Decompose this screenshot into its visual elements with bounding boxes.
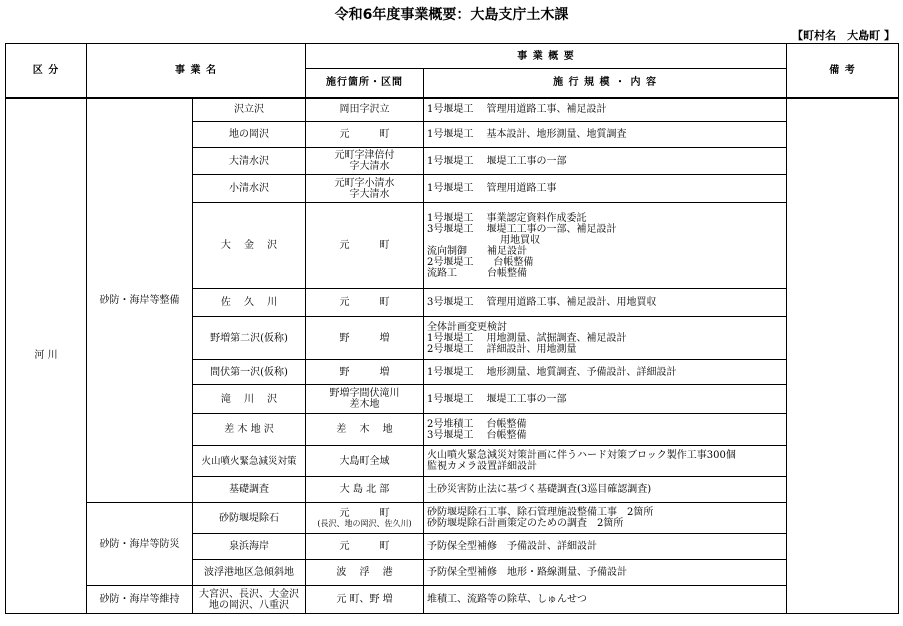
naiyo-cell: 1号堰堤工 事業認定資料作成委託 3号堰堤工 堰堤工工事の一部、補足設計 用地買収 流向制御 補足設計 2号堰堤工 台帳整備 流路工 台帳整備 [424, 203, 787, 289]
jigyo-name: 野増第二沢(仮称) [193, 317, 306, 360]
jigyo-name: 地の岡沢 [193, 122, 306, 148]
town-label: 【町村名 大島町 】 [792, 29, 895, 42]
naiyo-cell: 2号堆積工 台帳整備 3号堰堤工 台帳整備 [424, 414, 787, 446]
naiyo-cell: 予防保全型補修 予備設計、詳細設計 [424, 534, 787, 560]
naiyo-cell: 1号堰堤工 堰堤工工事の一部 [424, 385, 787, 414]
jigyo-name: 差 木 地 沢 [193, 414, 306, 446]
jigyo-name: 沢立沢 [193, 98, 306, 122]
naiyo-cell: 土砂災害防止法に基づく基礎調査(3巡目確認調査) [424, 477, 787, 503]
jigyo-name: 大宮沢、長沢、大金沢 地の岡沢、八重沢 [193, 586, 306, 614]
jigyo-name: 波浮港地区急傾斜地 [193, 560, 306, 586]
jigyo-name: 大清水沢 [193, 148, 306, 175]
basho-cell: 元町字小清水 字大清水 [306, 175, 424, 203]
page-title: 令和6年度事業概要：大島支庁土木課 [334, 7, 569, 23]
project-table [5, 43, 899, 614]
biko-cell [787, 98, 899, 614]
header-jigyo-mei: 事 業 名 [87, 44, 306, 98]
jigyo-name: 小清水沢 [193, 175, 306, 203]
basho-cell: 野増字間伏滝川 差木地 [306, 385, 424, 414]
group-name: 砂防・海岸等防災 [87, 503, 193, 586]
jigyo-name: 大 金 沢 [193, 203, 306, 289]
basho-cell: 元町字津倍付 字大清水 [306, 148, 424, 175]
basho-cell: 差 木 地 [306, 414, 424, 446]
basho-cell: 野 増 [306, 317, 424, 360]
naiyo-cell: 3号堰堤工 管理用道路工事、補足設計、用地買収 [424, 289, 787, 317]
naiyo-cell: 1号堰堤工 管理用道路工事 [424, 175, 787, 203]
naiyo-cell: 1号堰堤工 管理用道路工事、補足設計 [424, 98, 787, 122]
header-biko: 備 考 [787, 44, 899, 98]
basho-cell: 野 増 [306, 360, 424, 385]
basho-cell: 元 町 [306, 122, 424, 148]
basho-cell: 岡田字沢立 [306, 98, 424, 122]
kubun-cell: 河 川 [6, 98, 87, 614]
naiyo-cell: 1号堰堤工 基本設計、地形測量、地質調査 [424, 122, 787, 148]
jigyo-name: 基礎調査 [193, 477, 306, 503]
basho-cell: 元 町 [306, 289, 424, 317]
jigyo-name: 砂防堰堤除石 [193, 503, 306, 534]
jigyo-name: 火山噴火緊急減災対策 [193, 446, 306, 477]
naiyo-cell: 1号堰堤工 堰堤工工事の一部 [424, 148, 787, 175]
jigyo-name: 滝 川 沢 [193, 385, 306, 414]
header-kibo: 施 行 規 模 ・ 内 容 [424, 69, 787, 98]
naiyo-cell: 1号堰堤工 地形測量、地質調査、予備設計、詳細設計 [424, 360, 787, 385]
naiyo-cell: 砂防堰堤除石工事、除石管理施設整備工事 2箇所 砂防堰堤除石計画策定のための調査 2箇所 [424, 503, 787, 534]
basho-cell: 元 町 [306, 203, 424, 289]
basho-cell: 元 町、野 増 [306, 586, 424, 614]
naiyo-cell: 全体計画変更検討 1号堰堤工 用地測量、試掘調査、補足設計 2号堰堤工 詳細設計、用地測量 [424, 317, 787, 360]
basho-cell: 波 浮 港 [306, 560, 424, 586]
jigyo-name: 間伏第一沢(仮称) [193, 360, 306, 385]
group-name: 砂防・海岸等維持 [87, 586, 193, 614]
jigyo-name: 泉浜海岸 [193, 534, 306, 560]
naiyo-cell: 予防保全型補修 地形・路線測量、予備設計 [424, 560, 787, 586]
naiyo-cell: 堆積工、流路等の除草、しゅんせつ [424, 586, 787, 614]
jigyo-name: 佐 久 川 [193, 289, 306, 317]
basho-cell: 元 町 (長沢、地の岡沢、佐久川) [306, 503, 424, 534]
header-basho: 施行箇所・区間 [306, 69, 424, 98]
naiyo-cell: 火山噴火緊急減災対策計画に伴うハード対策ブロック製作工事300個 監視カメラ設置詳細設計 [424, 446, 787, 477]
header-kubun: 区 分 [6, 44, 87, 98]
basho-cell: 元 町 [306, 534, 424, 560]
header-jigyo-gaiyo: 事 業 概 要 [306, 44, 787, 69]
basho-cell: 大 島 北 部 [306, 477, 424, 503]
group-name: 砂防・海岸等整備 [87, 98, 193, 503]
basho-cell: 大島町全域 [306, 446, 424, 477]
